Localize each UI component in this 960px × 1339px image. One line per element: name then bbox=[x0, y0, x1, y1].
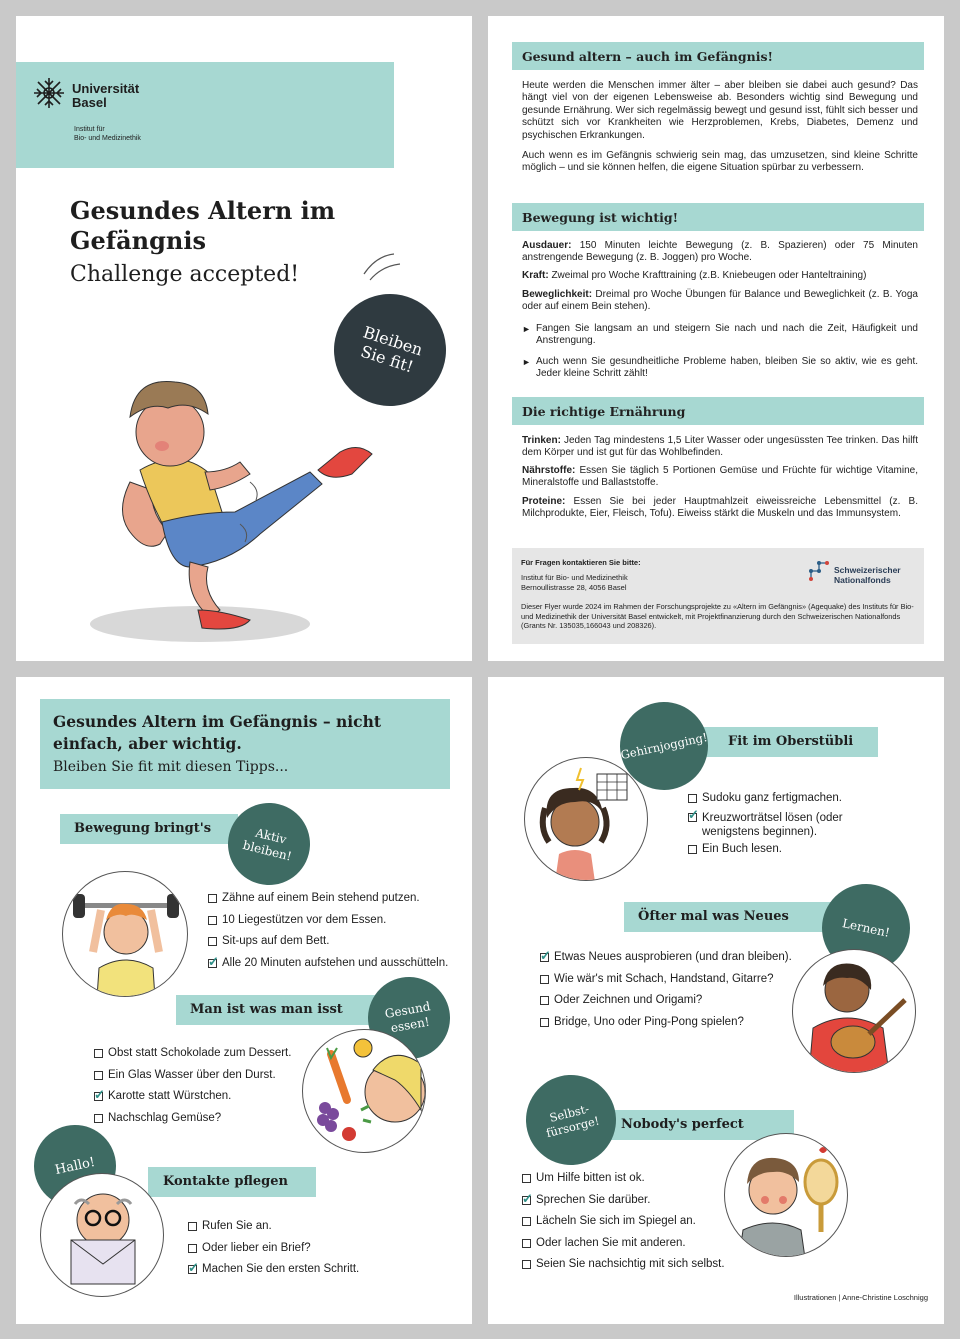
list-item-text: Oder Zeichnen und Origami? bbox=[554, 994, 703, 1006]
tips-header-band bbox=[40, 699, 450, 789]
neues-title: Öfter mal was Neues bbox=[624, 902, 832, 932]
list-item[interactable] bbox=[688, 839, 843, 859]
list-item-text: Seien Sie nachsichtig mit sich selbst. bbox=[536, 1258, 725, 1270]
ausdauer-body: 150 Minuten leichte Bewegung (z. B. Spazieren) oder 75 Minuten anstrengende Bewegung (z. B. Joggen) pro Woche. bbox=[522, 240, 918, 264]
proteine-text bbox=[522, 496, 918, 521]
contact-line-2: Bernoullistrasse 28, 4056 Basel bbox=[521, 583, 627, 592]
list-item[interactable] bbox=[522, 1168, 725, 1190]
list-item-text-continued: wenigstens beginnen). bbox=[702, 826, 818, 838]
list-item-text: Machen Sie den ersten Schritt. bbox=[202, 1263, 360, 1275]
naehrstoffe-body: Essen Sie täglich 5 Portionen Gemüse und Früchte für wichtige Vitamine, Mineralstoffe und Ballaststoffe. bbox=[522, 465, 918, 489]
bewegung-badge-text: Aktiv bleiben! bbox=[241, 825, 294, 864]
ausdauer-label: Ausdauer: bbox=[522, 240, 572, 251]
bewegung-bullet-2: ► Auch wenn Sie gesundheitliche Probleme haben, bleiben Sie so aktiv, wie es geht. Jeder kleine Schritt zählt! bbox=[522, 356, 918, 381]
checkbox-checked[interactable] bbox=[208, 959, 217, 968]
beweglichkeit-label: Beweglichkeit: bbox=[522, 289, 593, 300]
list-item-text: Obst statt Schokolade zum Dessert. bbox=[108, 1047, 292, 1059]
neues-badge-text: Lernen! bbox=[840, 916, 892, 940]
list-item[interactable] bbox=[688, 808, 843, 839]
list-item[interactable] bbox=[188, 1238, 359, 1260]
oberstuebli-badge-text: Gehirnjogging! bbox=[619, 729, 709, 763]
list-item-text: Wie wär's mit Schach, Handstand, Gitarre? bbox=[554, 972, 774, 985]
list-item-text-wrap bbox=[702, 808, 843, 839]
list-item[interactable] bbox=[540, 969, 792, 991]
list-item-text: Karotte statt Würstchen. bbox=[108, 1090, 232, 1102]
ausdauer-text bbox=[522, 240, 918, 265]
trinken-label: Trinken: bbox=[522, 435, 561, 446]
letter-writer-illustration bbox=[40, 1173, 164, 1297]
list-item[interactable] bbox=[188, 1259, 359, 1281]
mirror-illustration bbox=[724, 1133, 848, 1257]
proteine-body: Essen Sie bei jeder Hauptmahlzeit eiweissreiche Lebensmittel (z. B. Milchprodukte, Eier, Fleisch, Tofu). Eiweiss stärkt die Muskeln und das Immunsystem. bbox=[522, 496, 918, 520]
list-item-text: Etwas Neues ausprobieren (und dran bleiben). bbox=[554, 951, 792, 963]
beweglichkeit-body: Dreimal pro Woche Übungen für Balance und Beweglichkeit (z. B. Yoga oder auf einem Bein stehen). bbox=[522, 289, 918, 313]
snf-name-line-2: Nationalfonds bbox=[834, 575, 891, 585]
list-item[interactable] bbox=[188, 1216, 359, 1238]
checkbox[interactable] bbox=[540, 975, 549, 984]
list-item-text: Lächeln Sie sich im Spiegel an. bbox=[536, 1215, 696, 1227]
contact-heading: Für Fragen kontaktieren Sie bitte: bbox=[521, 558, 641, 567]
essen-title: Man ist was man isst bbox=[176, 995, 386, 1025]
checkbox[interactable] bbox=[540, 996, 549, 1005]
guitar-player-illustration bbox=[792, 949, 916, 1073]
list-item-text: Kreuzworträtsel lösen (oder bbox=[702, 812, 843, 824]
list-item[interactable] bbox=[94, 1086, 291, 1108]
oberstuebli-checklist bbox=[688, 788, 843, 859]
checkbox[interactable] bbox=[188, 1222, 197, 1231]
snf-name-line-1: Schweizerischer bbox=[834, 565, 901, 575]
university-name: Universität Basel bbox=[72, 81, 140, 110]
checkbox[interactable] bbox=[208, 916, 217, 925]
tips-page-2 bbox=[488, 677, 944, 1324]
illustration-credit: Illustrationen | Anne-Christine Loschnigg bbox=[793, 1293, 928, 1302]
checkbox-checked[interactable] bbox=[188, 1265, 197, 1274]
kontakte-badge-text: Hallo! bbox=[53, 1154, 97, 1178]
list-item-text: Bridge, Uno oder Ping-Pong spielen? bbox=[554, 1015, 744, 1028]
bewegung-checklist bbox=[208, 888, 448, 974]
checkbox[interactable] bbox=[522, 1174, 531, 1183]
section-title-gesund-altern: Gesund altern – auch im Gefängnis! bbox=[512, 42, 924, 70]
university-logo-icon bbox=[32, 76, 66, 110]
list-item-text: Um Hilfe bitten ist ok. bbox=[536, 1172, 645, 1184]
checkbox[interactable] bbox=[208, 894, 217, 903]
institute-line-1: Institut für bbox=[74, 126, 105, 133]
list-item-text: Zähne auf einem Bein stehend putzen. bbox=[222, 892, 420, 904]
list-item-text: Ein Buch lesen. bbox=[702, 843, 782, 855]
list-item[interactable] bbox=[540, 1012, 792, 1034]
section1-paragraph-2: Auch wenn es im Gefängnis schwierig sein mag, das umzusetzen, sind kleine Schritte möglich – und sie können helfen, die eigene Situation spürbar zu verbessern. bbox=[522, 150, 918, 174]
list-item[interactable] bbox=[208, 910, 448, 932]
checkbox[interactable] bbox=[94, 1049, 103, 1058]
checkbox[interactable] bbox=[94, 1071, 103, 1080]
perfect-checklist bbox=[522, 1168, 725, 1276]
trinken-text bbox=[522, 435, 918, 460]
list-item[interactable] bbox=[208, 888, 448, 910]
info-page bbox=[488, 16, 944, 661]
beweglichkeit-text bbox=[522, 289, 918, 314]
kicking-man-illustration bbox=[90, 362, 390, 644]
checkbox-checked[interactable] bbox=[522, 1196, 531, 1205]
bewegung-title: Bewegung bringt's bbox=[60, 814, 238, 844]
footer-note: Dieser Flyer wurde 2024 im Rahmen der Forschungsprojekte zu «Altern im Gefängnis» (Agequake) des Instituts für Bio- und Medizinethik der Universität Basel entwickelt, mit Projektfinanzierung durch den Schweizerischen Nationalfonds (Grants Nr. 135035,166043 und 208326). bbox=[521, 602, 914, 631]
checkbox[interactable] bbox=[522, 1217, 531, 1226]
checkbox[interactable] bbox=[688, 794, 697, 803]
cover-page bbox=[16, 16, 472, 661]
list-item[interactable] bbox=[94, 1108, 291, 1130]
perfect-badge-text: Selbst-fürsorge! bbox=[544, 1101, 601, 1141]
checkbox[interactable] bbox=[522, 1260, 531, 1269]
cover-title-line-2: Gefängnis bbox=[70, 226, 206, 255]
brain-jogging-illustration bbox=[524, 757, 648, 881]
list-item-text: Sudoku ganz fertigmachen. bbox=[702, 792, 843, 804]
checkbox[interactable] bbox=[208, 937, 217, 946]
list-item[interactable] bbox=[522, 1211, 725, 1233]
checkbox-checked[interactable] bbox=[540, 953, 549, 962]
list-item[interactable] bbox=[522, 1233, 725, 1255]
motion-lines-icon bbox=[356, 244, 406, 284]
kontakte-title: Kontakte pflegen bbox=[148, 1167, 316, 1197]
cover-subtitle: Challenge accepted! bbox=[70, 262, 300, 287]
list-item-text: Sit-ups auf dem Bett. bbox=[222, 935, 330, 947]
oberstuebli-title: Fit im Oberstübli bbox=[698, 727, 878, 757]
checkbox-checked[interactable] bbox=[94, 1092, 103, 1101]
kraft-text bbox=[522, 270, 918, 282]
list-item-text: Ein Glas Wasser über den Durst. bbox=[108, 1068, 276, 1081]
section-title-ernaehrung: Die richtige Ernährung bbox=[512, 397, 924, 425]
list-item[interactable] bbox=[94, 1043, 291, 1065]
essen-checklist bbox=[94, 1043, 291, 1129]
neues-checklist bbox=[540, 947, 792, 1033]
cover-title-line-1: Gesundes Altern im bbox=[70, 196, 336, 225]
tips-header-line-2: einfach, aber wichtig. bbox=[53, 734, 242, 753]
institute-line-2: Bio- und Medizinethik bbox=[74, 135, 141, 142]
checkbox-checked[interactable] bbox=[688, 813, 697, 822]
essen-badge-text: Gesund essen! bbox=[383, 999, 432, 1036]
list-item[interactable] bbox=[688, 788, 843, 808]
contact-line-1: Institut für Bio- und Medizinethik bbox=[521, 573, 628, 582]
list-item-text: Rufen Sie an. bbox=[202, 1220, 272, 1232]
perfect-title: Nobody's perfect bbox=[606, 1110, 794, 1140]
naehrstoffe-label: Nährstoffe: bbox=[522, 465, 576, 476]
healthy-food-illustration bbox=[302, 1029, 426, 1153]
list-item[interactable] bbox=[522, 1190, 725, 1212]
list-item[interactable] bbox=[540, 947, 792, 969]
cover-badge-text: Bleiben Sie fit! bbox=[358, 322, 426, 377]
checkbox[interactable] bbox=[688, 845, 697, 854]
list-item-text: 10 Liegestützen vor dem Essen. bbox=[222, 913, 387, 926]
naehrstoffe-text bbox=[522, 465, 918, 490]
checkbox[interactable] bbox=[188, 1244, 197, 1253]
list-item-text: Alle 20 Minuten aufstehen und ausschütteln. bbox=[222, 956, 449, 969]
list-item[interactable] bbox=[522, 1254, 725, 1276]
list-item-text: Oder lieber ein Brief? bbox=[202, 1241, 311, 1254]
checkbox[interactable] bbox=[94, 1114, 103, 1123]
snf-logo-icon bbox=[808, 560, 830, 582]
checkbox[interactable] bbox=[522, 1239, 531, 1248]
bewegung-badge bbox=[219, 794, 318, 893]
tips-header-line-1: Gesundes Altern im Gefängnis – nicht bbox=[53, 712, 382, 731]
list-item-text: Nachschlag Gemüse? bbox=[108, 1111, 222, 1124]
cover-header-band bbox=[16, 62, 394, 168]
kraft-label: Kraft: bbox=[522, 270, 549, 281]
kontakte-checklist bbox=[188, 1216, 359, 1281]
list-item-text: Oder lachen Sie mit anderen. bbox=[536, 1236, 686, 1249]
list-item-text: Sprechen Sie darüber. bbox=[536, 1193, 651, 1206]
tips-header-subtitle: Bleiben Sie fit mit diesen Tipps... bbox=[53, 759, 289, 775]
kraft-body: Zweimal pro Woche Krafttraining (z.B. Kniebeugen oder Hanteltraining) bbox=[551, 270, 867, 281]
list-item[interactable] bbox=[208, 931, 448, 953]
bewegung-bullet-1: ► Fangen Sie langsam an und steigern Sie nach und nach die Zeit, Häufigkeit und Anstrengung. bbox=[522, 323, 918, 348]
list-item[interactable] bbox=[208, 953, 448, 975]
trinken-body: Jeden Tag mindestens 1,5 Liter Wasser oder ungesüssten Tee trinken. Das hilft dem Körper und ist gut für das Wohlbefinden. bbox=[522, 435, 918, 459]
section1-paragraph-1: Heute werden die Menschen immer älter – aber bleiben sie dabei auch gesund? Das hängt viel von der eigenen Lebensweise ab. Besonders wichtig sind Bewegung und gesunde Ernährung. Wer sich regelmässig bewegt und gesund isst, fühlt sich besser und schützt sich vor Krankheiten wie Herzproblemen, Krebs, Diabetes, Demenz und psychischen Erkrankungen. bbox=[522, 80, 918, 141]
section-title-bewegung: Bewegung ist wichtig! bbox=[512, 203, 924, 231]
checkbox[interactable] bbox=[540, 1018, 549, 1027]
tips-page-1 bbox=[16, 677, 472, 1324]
contact-panel bbox=[512, 548, 924, 644]
list-item[interactable] bbox=[94, 1065, 291, 1087]
list-item[interactable] bbox=[540, 990, 792, 1012]
perfect-badge bbox=[516, 1065, 625, 1174]
weightlifter-illustration bbox=[62, 871, 188, 997]
proteine-label: Proteine: bbox=[522, 496, 566, 507]
